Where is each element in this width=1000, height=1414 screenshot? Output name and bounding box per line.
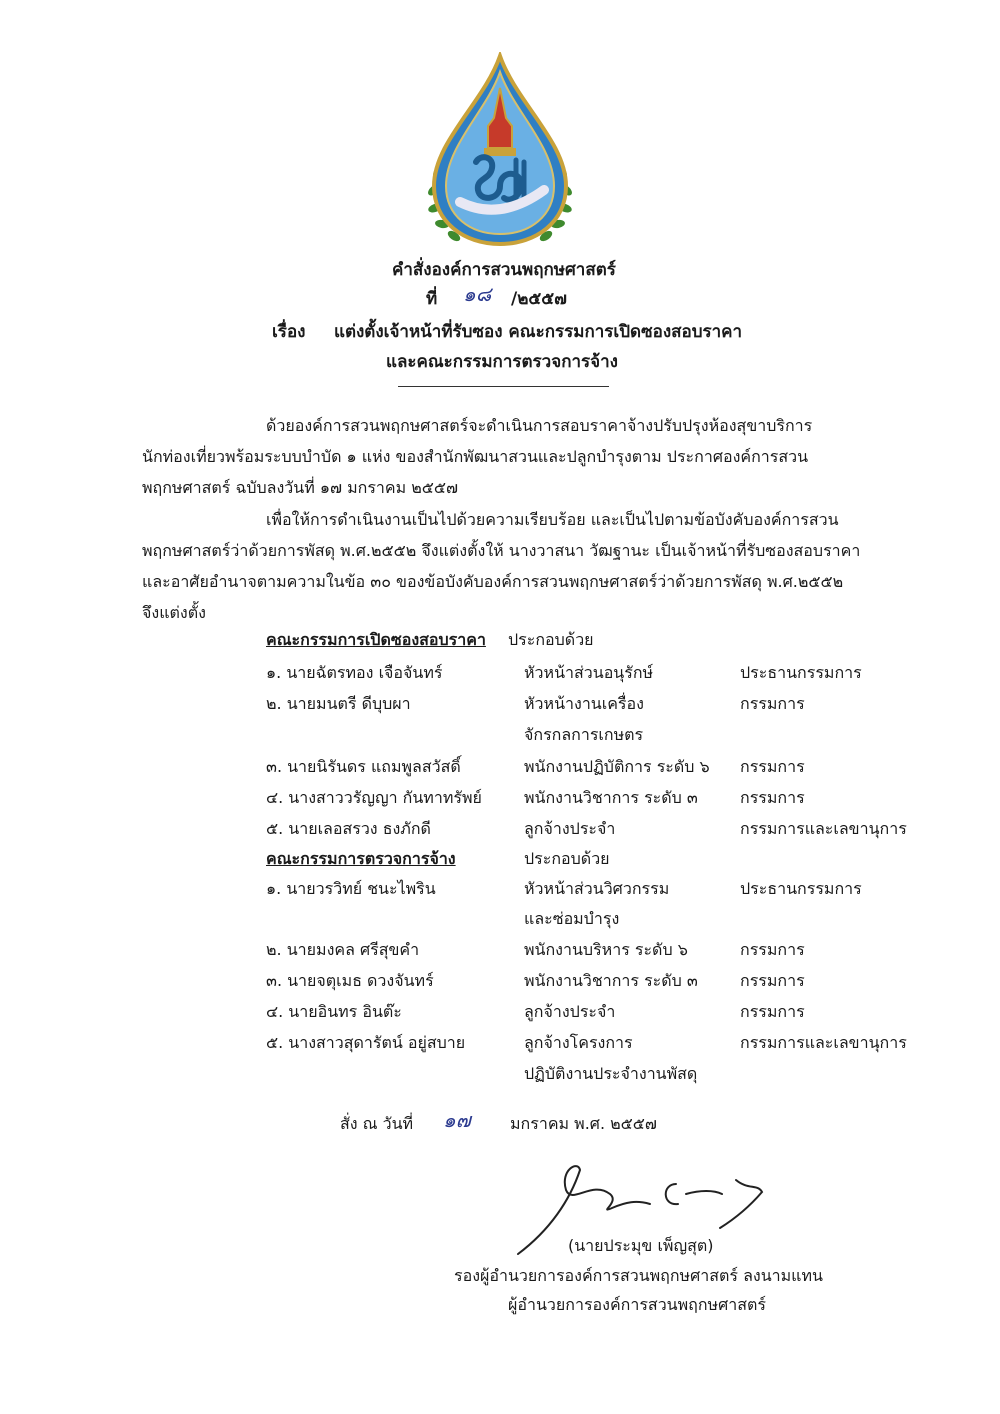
paragraph-1-line: พฤกษศาสตร์ ฉบับลงวันที่ ๑๗ มกราคม ๒๕๕๗ xyxy=(142,478,459,497)
subject-line-1: แต่งตั้งเจ้าหน้าที่รับซอง คณะกรรมการเปิดซองสอบราคา xyxy=(334,322,743,342)
signer-name: (นายประมุข เพ็ญสุต) xyxy=(568,1236,714,1255)
member-role: กรรมการและเลขานุการ xyxy=(740,819,907,838)
member-position: ลูกจ้างประจำ xyxy=(524,1002,616,1021)
member-name: ๒. นายมงคล ศรีสุขคำ xyxy=(266,940,420,959)
member-position-continued: จักรกลการเกษตร xyxy=(524,725,644,744)
committee-open-suffix: ประกอบด้วย xyxy=(508,630,594,649)
member-role: ประธานกรรมการ xyxy=(740,879,862,898)
committee-inspect-suffix: ประกอบด้วย xyxy=(524,849,610,868)
ordered-date-suffix: มกราคม พ.ศ. ๒๕๕๗ xyxy=(510,1114,657,1133)
organization-logo xyxy=(420,52,580,250)
member-role: กรรมการ xyxy=(740,788,805,807)
member-name: ๑. นายวรวิทย์ ชนะไพริน xyxy=(266,879,436,898)
member-position-continued: และซ่อมบำรุง xyxy=(524,909,620,928)
committee-open-title: คณะกรรมการเปิดซองสอบราคา xyxy=(266,630,486,649)
paragraph-2-line: จึงแต่งตั้ง xyxy=(142,603,206,622)
paragraph-2-line: พฤกษศาสตร์ว่าด้วยการพัสดุ พ.ศ.๒๕๕๒ จึงแต่งตั้งให้ นางวาสนา วัฒฐานะ เป็นเจ้าหน้าที่รับซองสอบราคา xyxy=(142,541,861,560)
member-position: พนักงานวิชาการ ระดับ ๓ xyxy=(524,971,698,990)
member-role: กรรมการ xyxy=(740,757,805,776)
member-name: ๔. นางสาววรัญญา กันทาทรัพย์ xyxy=(266,788,482,807)
member-role: ประธานกรรมการ xyxy=(740,663,862,682)
header-divider xyxy=(398,386,609,387)
paragraph-1-line: ด้วยองค์การสวนพฤกษศาสตร์จะดำเนินการสอบราคาจ้างปรับปรุงห้องสุขาบริการ xyxy=(266,416,813,435)
member-role: กรรมการและเลขานุการ xyxy=(740,1033,907,1052)
member-position: พนักงานบริหาร ระดับ ๖ xyxy=(524,940,688,959)
order-number-prefix: ที่ xyxy=(426,289,438,309)
signer-title-1: รองผู้อำนวยการองค์การสวนพฤกษศาสตร์ ลงนามแทน xyxy=(454,1266,823,1285)
member-role: กรรมการ xyxy=(740,1002,805,1021)
member-name: ๒. นายมนตรี ดีบุบผา xyxy=(266,694,411,713)
member-role: กรรมการ xyxy=(740,971,805,990)
member-name: ๕. นายเลอสรวง ธงภักดี xyxy=(266,819,431,838)
member-name: ๑. นายฉัตรทอง เจือจันทร์ xyxy=(266,663,443,682)
member-position: หัวหน้าส่วนอนุรักษ์ xyxy=(524,663,654,682)
member-role: กรรมการ xyxy=(740,940,805,959)
paragraph-2-line: เพื่อให้การดำเนินงานเป็นไปด้วยความเรียบร้อย และเป็นไปตามข้อบังคับองค์การสวน xyxy=(266,510,839,529)
subject-line-2: และคณะกรรมการตรวจการจ้าง xyxy=(386,352,618,372)
member-position: หัวหน้างานเครื่อง xyxy=(524,694,644,713)
order-title: คำสั่งองค์การสวนพฤกษศาสตร์ xyxy=(392,260,616,280)
paragraph-2 xyxy=(142,504,860,628)
member-position: พนักงานปฏิบัติการ ระดับ ๖ xyxy=(524,757,710,776)
signer-title-2: ผู้อำนวยการองค์การสวนพฤกษศาสตร์ xyxy=(508,1295,766,1314)
paragraph-2-line: และอาศัยอำนาจตามความในข้อ ๓๐ ของข้อบังคับองค์การสวนพฤกษศาสตร์ว่าด้วยการพัสดุ พ.ศ.๒๕๕๒ xyxy=(142,572,844,591)
member-position: ลูกจ้างประจำ xyxy=(524,819,616,838)
member-name: ๔. นายอินทร อินต๊ะ xyxy=(266,1002,402,1021)
order-number-suffix: /๒๕๕๗ xyxy=(511,289,567,309)
member-name: ๓. นายจตุเมธ ดวงจันทร์ xyxy=(266,971,434,990)
committee-inspect-title: คณะกรรมการตรวจการจ้าง xyxy=(266,849,456,868)
subject-label: เรื่อง xyxy=(272,322,306,342)
member-name: ๕. นางสาวสุดารัตน์ อยู่สบาย xyxy=(266,1033,466,1052)
member-position: หัวหน้าส่วนวิศวกรรม xyxy=(524,879,670,898)
member-position: ลูกจ้างโครงการ xyxy=(524,1033,633,1052)
member-position-continued: ปฏิบัติงานประจำงานพัสดุ xyxy=(524,1064,698,1083)
order-number-handwritten: ๑๘ xyxy=(463,282,492,306)
member-name: ๓. นายนิรันดร แถมพูลสวัสดิ์ xyxy=(266,757,461,776)
member-role: กรรมการ xyxy=(740,694,805,713)
member-position: พนักงานวิชาการ ระดับ ๓ xyxy=(524,788,698,807)
ordered-date-prefix: สั่ง ณ วันที่ xyxy=(340,1114,414,1133)
paragraph-1-line: นักท่องเที่ยวพร้อมระบบบำบัด ๑ แห่ง ของสำนักพัฒนาสวนและปลูกบำรุงตาม ประกาศองค์การสวน xyxy=(142,447,809,466)
ordered-day-handwritten: ๑๗ xyxy=(443,1108,471,1132)
paragraph-1 xyxy=(142,410,812,503)
